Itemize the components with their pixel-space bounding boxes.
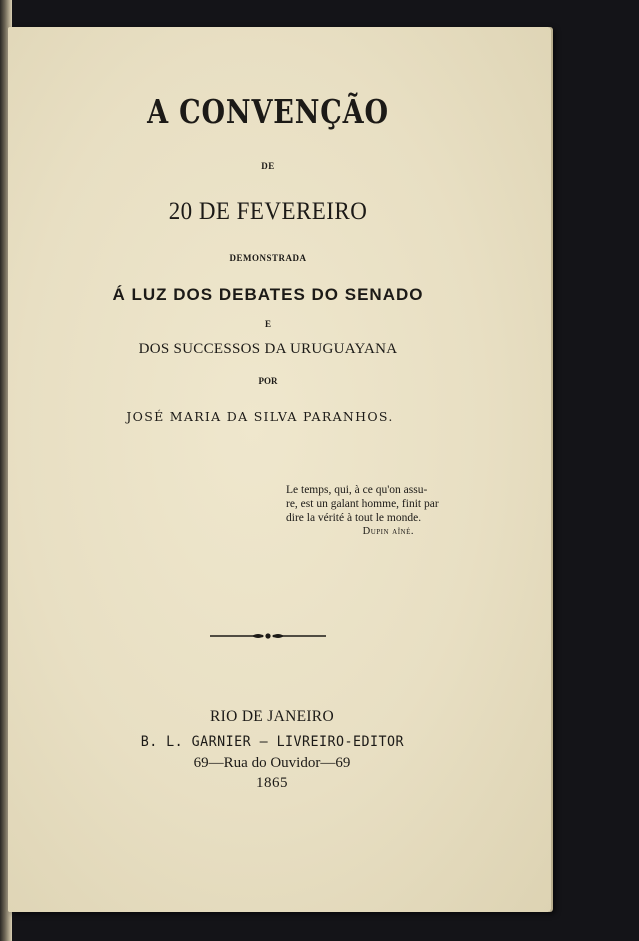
book-subtitle: Á LUZ DOS DEBATES DO SENADO [112, 285, 424, 304]
book-title: A CONVENÇÃO [147, 92, 389, 131]
imprint-city: RIO DE JANEIRO [210, 708, 334, 725]
imprint-year: 1865 [256, 775, 288, 791]
title-page [8, 27, 551, 912]
connector-por: POR [258, 376, 278, 386]
ornament-rule [208, 630, 328, 642]
epigraph-line: dire la vérité à tout le monde. [286, 512, 422, 524]
imprint-publisher: B. L. GARNIER — LIVREIRO-EDITOR [140, 734, 404, 750]
imprint-address: 69—Rua do Ouvidor—69 [193, 755, 351, 771]
book-title-date: 20 DE FEVEREIRO [168, 198, 368, 225]
connector-demonstrada: DEMONSTRADA [229, 253, 307, 263]
author-name: JOSÉ MARIA DA SILVA PARANHOS. [126, 409, 394, 424]
epigraph-line: Le temps, qui, à ce qu'on assu- [286, 484, 428, 496]
book-subtitle-2: DOS SUCCESSOS DA URUGUAYANA [138, 341, 398, 357]
epigraph-line: re, est un galant homme, finit par [286, 498, 439, 510]
connector-e: E [264, 319, 271, 329]
connector-de: DE [261, 161, 275, 171]
epigraph [286, 483, 456, 539]
epigraph-attribution: Dupin aîné. [362, 526, 414, 537]
